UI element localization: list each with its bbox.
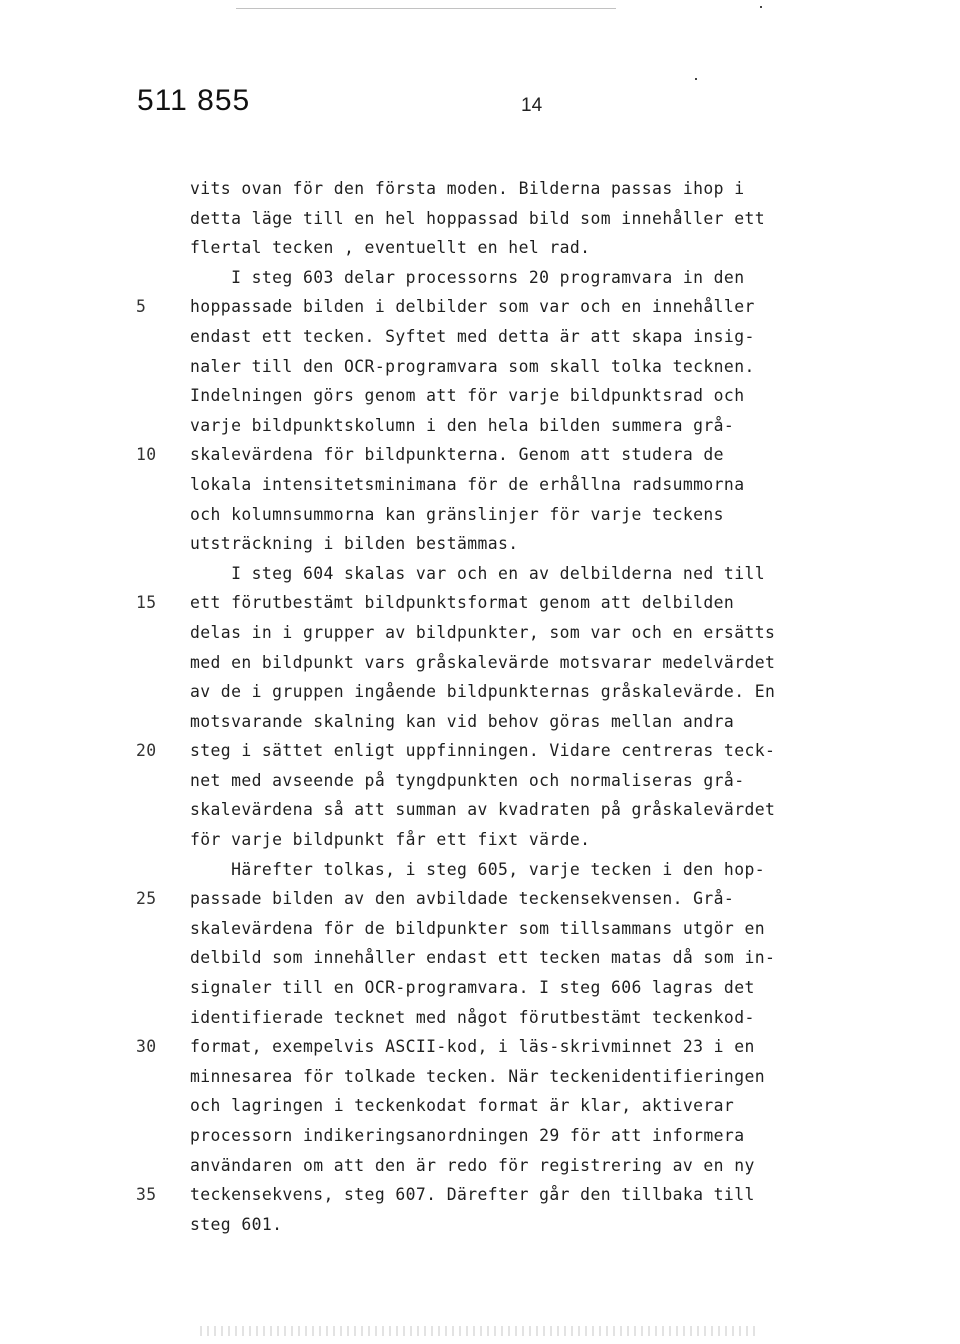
- text-line: [190, 381, 890, 411]
- text-line: [190, 233, 890, 263]
- text-line: [190, 411, 890, 441]
- line-text: teckensekvens, steg 607. Därefter går den tillbaka till: [190, 1185, 755, 1205]
- line-text: hoppassade bilden i delbilder som var och en innehåller: [190, 297, 755, 317]
- text-line: [190, 352, 890, 382]
- line-number: 20: [136, 741, 157, 761]
- line-text: för varje bildpunkt får ett fixt värde.: [190, 830, 591, 850]
- text-line: [136, 292, 890, 322]
- scan-artifact-dot: [760, 6, 762, 8]
- line-number: 15: [136, 593, 157, 613]
- line-text: lokala intensitetsminimana för de erhållna radsummorna: [190, 474, 745, 494]
- line-text: och lagringen i teckenkodat format är klar, aktiverar: [190, 1096, 735, 1116]
- line-text: delbild som innehåller endast ett tecken matas då som in-: [190, 948, 776, 968]
- line-text: processorn indikeringsanordningen 29 för att informera: [190, 1126, 745, 1145]
- text-line: [190, 470, 890, 500]
- line-text: med en bildpunkt vars gråskalevärde motsvarar medelvärdet: [190, 652, 776, 672]
- text-line: [190, 1091, 890, 1121]
- text-line: [190, 618, 890, 648]
- text-line: [190, 1062, 890, 1092]
- line-text: identifierade tecknet med något förutbestämt teckenkod-: [190, 1007, 755, 1027]
- text-line: [136, 736, 890, 766]
- text-line: [190, 766, 890, 796]
- line-text: naler till den OCR-programvara som skall tolka tecknen.: [190, 356, 755, 376]
- line-text: och kolumnsummorna kan gränslinjer för varje teckens: [190, 504, 724, 524]
- line-text: format, exempelvis ASCII-kod, i läs-skrivminnet 23 i en: [190, 1037, 755, 1057]
- text-line: [190, 1151, 890, 1181]
- line-text: flertal tecken , eventuellt en hel rad.: [190, 238, 591, 258]
- line-text: I steg 604 skalas var och en av delbilderna ned till: [190, 563, 766, 583]
- line-text: motsvarande skalning kan vid behov göras mellan andra: [190, 711, 735, 731]
- line-text: steg 601.: [190, 1214, 283, 1234]
- text-line: [190, 204, 890, 234]
- text-line: [190, 914, 890, 944]
- line-text: Härefter tolkas, i steg 605, varje tecken i den hop-: [190, 859, 766, 879]
- line-number: 35: [136, 1185, 157, 1205]
- line-text: användaren om att den är redo för registrering av en ny: [190, 1155, 755, 1175]
- line-text: av de i gruppen ingående bildpunkternas gråskalevärde. En: [190, 682, 776, 702]
- scan-artifact-dot: [695, 78, 697, 80]
- line-text: detta läge till en hel hoppassad bild som innehåller ett: [190, 208, 766, 228]
- line-text: Indelningen görs genom att för varje bildpunktsrad och: [190, 386, 745, 406]
- text-line: [190, 1121, 890, 1151]
- line-text: utsträckning i bilden bestämmas.: [190, 534, 519, 554]
- text-line: [190, 707, 890, 737]
- line-text: vits ovan för den första moden. Bilderna passas ihop i: [190, 179, 745, 198]
- page-number: 14: [521, 95, 543, 116]
- line-text: delas in i grupper av bildpunkter, som var och en ersätts: [190, 622, 776, 642]
- scan-artifact-footer: [200, 1326, 760, 1336]
- line-number: 10: [136, 445, 157, 465]
- line-text: passade bilden av den avbildade teckensekvensen. Grå-: [190, 889, 735, 909]
- text-line: [136, 884, 890, 914]
- line-number: 5: [136, 297, 147, 317]
- line-text: varje bildpunktskolumn i den hela bilden summera grå-: [190, 415, 735, 435]
- text-line: [136, 588, 890, 618]
- text-line: [190, 825, 890, 855]
- line-text: endast ett tecken. Syftet med detta är att skapa insig-: [190, 326, 755, 346]
- text-line: [190, 174, 890, 204]
- text-line: [190, 322, 890, 352]
- line-text: net med avseende på tyngdpunkten och normaliseras grå-: [190, 770, 745, 790]
- text-line: [190, 500, 890, 530]
- line-text: signaler till en OCR-programvara. I steg 606 lagras det: [190, 978, 755, 998]
- text-line: [190, 943, 890, 973]
- text-line: [190, 1210, 890, 1240]
- document-number: 511 855: [137, 84, 251, 117]
- line-text: skalevärdena för bildpunkterna. Genom att studera de: [190, 445, 724, 465]
- line-text: steg i sättet enligt uppfinningen. Vidare centreras teck-: [190, 741, 776, 761]
- line-text: skalevärdena så att summan av kvadraten på gråskalevärdet: [190, 800, 776, 820]
- text-line: [190, 1003, 890, 1033]
- line-text: I steg 603 delar processorns 20 programvara in den: [190, 267, 745, 287]
- text-line: [190, 855, 890, 885]
- text-line: [190, 559, 890, 589]
- text-line: [190, 677, 890, 707]
- text-line: [190, 263, 890, 293]
- text-line: [136, 1180, 890, 1210]
- text-line: [190, 973, 890, 1003]
- line-text: skalevärdena för de bildpunkter som tillsammans utgör en: [190, 918, 766, 938]
- text-line: [136, 1032, 890, 1062]
- line-text: minnesarea för tolkade tecken. När teckenidentifieringen: [190, 1066, 766, 1086]
- scan-artifact-line: [236, 8, 616, 9]
- text-line: [190, 648, 890, 678]
- body-text: [136, 174, 890, 1239]
- line-text: ett förutbestämt bildpunktsformat genom att delbilden: [190, 593, 735, 613]
- text-line: [190, 795, 890, 825]
- line-number: 30: [136, 1037, 157, 1057]
- text-line: [190, 529, 890, 559]
- line-number: 25: [136, 889, 157, 909]
- text-line: [136, 440, 890, 470]
